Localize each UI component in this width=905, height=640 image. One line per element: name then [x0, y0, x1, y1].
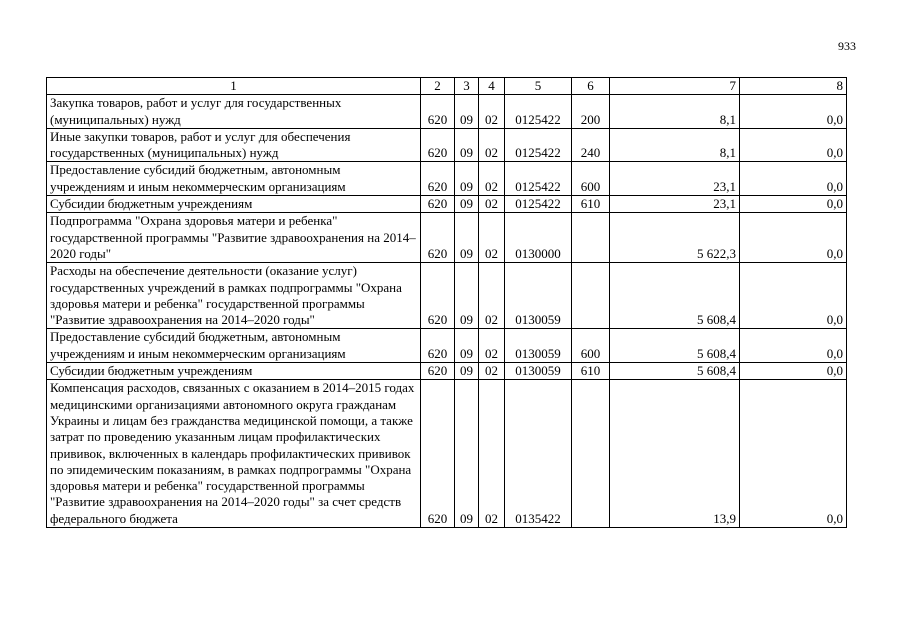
table-row [47, 95, 847, 129]
row-name-cell: Субсидии бюджетным учреждениям [47, 363, 421, 380]
header-cell: 3 [455, 78, 479, 95]
row-ministry-cell: 620 [421, 263, 455, 329]
row-subsection-cell: 02 [479, 329, 505, 363]
row-target-cell: 0135422 [505, 380, 572, 528]
row-subsection-cell: 02 [479, 263, 505, 329]
row-ministry-cell: 620 [421, 128, 455, 162]
row-ministry-cell: 620 [421, 95, 455, 129]
row-name-cell: Предоставление субсидий бюджетным, автономным учреждениям и иным некоммерческим организациям [47, 162, 421, 196]
table-header-row [47, 78, 847, 95]
row-expense-type-cell [572, 263, 610, 329]
row-name-cell: Закупка товаров, работ и услуг для государственных (муниципальных) нужд [47, 95, 421, 129]
page-number: 933 [838, 39, 856, 53]
row-amount2-cell: 0,0 [740, 363, 847, 380]
row-section-cell: 09 [455, 329, 479, 363]
row-ministry-cell: 620 [421, 329, 455, 363]
row-amount2-cell: 0,0 [740, 213, 847, 263]
row-subsection-cell: 02 [479, 95, 505, 129]
row-target-cell: 0125422 [505, 128, 572, 162]
row-expense-type-cell [572, 213, 610, 263]
row-amount-cell: 5 622,3 [610, 213, 740, 263]
row-amount2-cell: 0,0 [740, 329, 847, 363]
row-expense-type-cell: 240 [572, 128, 610, 162]
header-cell: 4 [479, 78, 505, 95]
row-subsection-cell: 02 [479, 213, 505, 263]
row-amount2-cell: 0,0 [740, 162, 847, 196]
row-section-cell: 09 [455, 162, 479, 196]
row-ministry-cell: 620 [421, 380, 455, 528]
header-cell: 8 [740, 78, 847, 95]
row-subsection-cell: 02 [479, 380, 505, 528]
row-name-cell: Субсидии бюджетным учреждениям [47, 196, 421, 213]
table-row [47, 329, 847, 363]
row-section-cell: 09 [455, 363, 479, 380]
row-name-cell: Подпрограмма "Охрана здоровья матери и ребенка" государственной программы "Развитие здравоохранения на 2014–2020 годы" [47, 213, 421, 263]
row-section-cell: 09 [455, 196, 479, 213]
row-name-cell: Расходы на обеспечение деятельности (оказание услуг) государственных учреждений в рамках подпрограммы "Охрана здоровья матери и ребенка" государственной программы "Развитие здравоохранения на 2014–2020 годы" [47, 263, 421, 329]
header-cell: 5 [505, 78, 572, 95]
header-cell: 1 [47, 78, 421, 95]
row-amount2-cell: 0,0 [740, 380, 847, 528]
row-name-cell: Компенсация расходов, связанных с оказанием в 2014–2015 годах медицинскими организациями автономного округа гражданам Украины и лицам без гражданства медицинской помощи, а также затрат по проведению указанным лицам профилактических прививок, включенных в календарь профилактических прививок по эпидемическим показаниям, в рамках подпрограммы "Охрана здоровья матери и ребенка" государственной программы "Развитие здравоохранения на 2014–2020 годы" за счет средств федерального бюджета [47, 380, 421, 528]
header-cell: 7 [610, 78, 740, 95]
row-ministry-cell: 620 [421, 196, 455, 213]
table-row [47, 128, 847, 162]
row-expense-type-cell: 200 [572, 95, 610, 129]
row-amount-cell: 5 608,4 [610, 363, 740, 380]
row-expense-type-cell: 600 [572, 329, 610, 363]
row-expense-type-cell: 610 [572, 196, 610, 213]
row-amount2-cell: 0,0 [740, 263, 847, 329]
row-expense-type-cell: 610 [572, 363, 610, 380]
row-amount2-cell: 0,0 [740, 95, 847, 129]
row-ministry-cell: 620 [421, 162, 455, 196]
row-name-cell: Иные закупки товаров, работ и услуг для обеспечения государственных (муниципальных) нужд [47, 128, 421, 162]
row-ministry-cell: 620 [421, 363, 455, 380]
row-target-cell: 0130059 [505, 363, 572, 380]
row-subsection-cell: 02 [479, 196, 505, 213]
row-target-cell: 0125422 [505, 196, 572, 213]
table-row [47, 196, 847, 213]
table-row [47, 213, 847, 263]
row-section-cell: 09 [455, 128, 479, 162]
row-subsection-cell: 02 [479, 128, 505, 162]
budget-table [46, 77, 847, 528]
row-subsection-cell: 02 [479, 162, 505, 196]
table-row [47, 380, 847, 528]
row-amount2-cell: 0,0 [740, 196, 847, 213]
row-amount-cell: 5 608,4 [610, 329, 740, 363]
table-row [47, 162, 847, 196]
row-amount2-cell: 0,0 [740, 128, 847, 162]
row-amount-cell: 5 608,4 [610, 263, 740, 329]
row-amount-cell: 23,1 [610, 162, 740, 196]
row-section-cell: 09 [455, 213, 479, 263]
row-amount-cell: 23,1 [610, 196, 740, 213]
row-subsection-cell: 02 [479, 363, 505, 380]
row-amount-cell: 8,1 [610, 95, 740, 129]
row-section-cell: 09 [455, 95, 479, 129]
row-expense-type-cell [572, 380, 610, 528]
row-target-cell: 0125422 [505, 95, 572, 129]
row-target-cell: 0130000 [505, 213, 572, 263]
table-row [47, 263, 847, 329]
row-name-cell: Предоставление субсидий бюджетным, автономным учреждениям и иным некоммерческим организациям [47, 329, 421, 363]
row-amount-cell: 13,9 [610, 380, 740, 528]
row-target-cell: 0130059 [505, 263, 572, 329]
header-cell: 6 [572, 78, 610, 95]
table-row [47, 363, 847, 380]
row-amount-cell: 8,1 [610, 128, 740, 162]
row-section-cell: 09 [455, 263, 479, 329]
row-ministry-cell: 620 [421, 213, 455, 263]
row-target-cell: 0130059 [505, 329, 572, 363]
row-target-cell: 0125422 [505, 162, 572, 196]
row-expense-type-cell: 600 [572, 162, 610, 196]
row-section-cell: 09 [455, 380, 479, 528]
header-cell: 2 [421, 78, 455, 95]
